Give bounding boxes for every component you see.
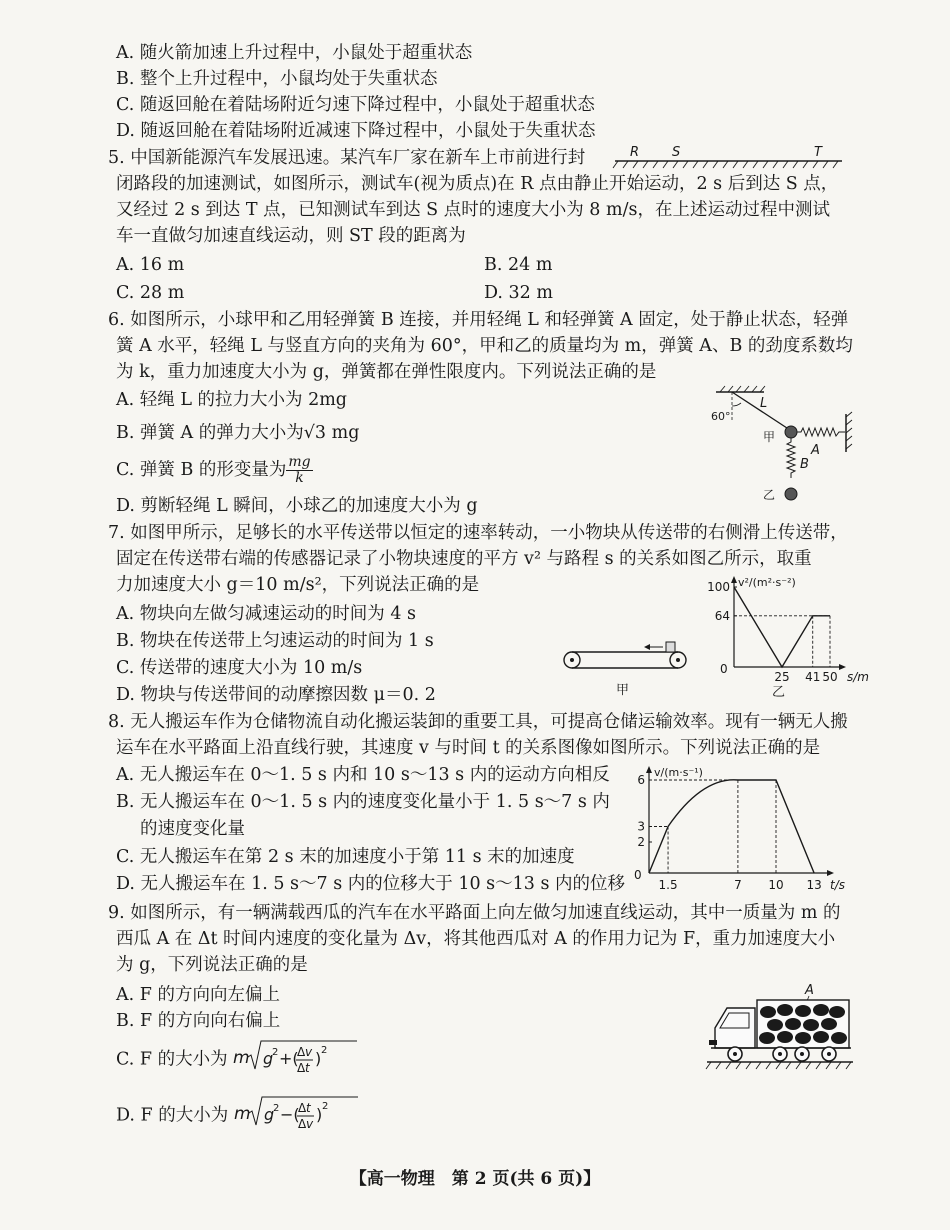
svg-text:Δ: Δ: [297, 1101, 307, 1115]
fig-yi-caption: 乙: [772, 685, 786, 700]
svg-text:2: 2: [272, 1103, 280, 1114]
arrow-left-icon: [644, 644, 650, 650]
q9-option-d-formula: [234, 1093, 359, 1133]
svg-text:2: 2: [272, 1047, 279, 1058]
y-tick-label: 100: [707, 580, 730, 594]
q6-option-b: B. 弹簧 A 的弹力大小为√3 mg: [116, 423, 360, 443]
block-icon: [666, 642, 675, 652]
rope-label: L: [760, 396, 768, 411]
q7-v2-s-chart: [700, 572, 880, 700]
series-line: [734, 587, 830, 667]
q8-option-b-cont: 的速度变化量: [140, 819, 245, 839]
spring-a-label: A: [811, 443, 820, 458]
road-label-s: S: [672, 145, 681, 160]
ball-jia-label: 甲: [763, 430, 776, 444]
q6-spring-figure: [710, 384, 860, 504]
x-tick-label: 13: [806, 878, 822, 892]
q5-option-a: A. 16 m: [116, 255, 185, 275]
q4-option-a: A. 随火箭加速上升过程中，小鼠处于超重状态: [116, 43, 473, 63]
x-tick-label: 25: [774, 670, 790, 684]
svg-text:m: m: [233, 1104, 251, 1124]
q8-stem-line-2: 运车在水平路面上沿直线行驶，其速度 v 与时间 t 的关系图像如图所示。下列说法正确的是: [116, 738, 821, 758]
ball-jia: [785, 426, 797, 438]
fraction-denominator: k: [295, 470, 304, 486]
q4-option-d: D. 随返回舱在着陆场附近减速下降过程中，小鼠处于失重状态: [116, 121, 596, 141]
q8-option-a: A. 无人搬运车在 0～1. 5 s 内和 10 s～13 s 内的运动方向相反: [116, 765, 610, 785]
svg-text:v: v: [305, 1117, 313, 1131]
q9-option-b: B. F 的方向向右偏上: [116, 1011, 281, 1031]
q5-stem-line-4: 车一直做匀加速直线运动，则 ST 段的距离为: [116, 226, 466, 246]
y-tick-label: 2: [637, 835, 645, 849]
road-label-r: R: [630, 145, 640, 160]
q7-conveyor-figure: [560, 638, 690, 702]
svg-text:+(: +(: [279, 1049, 299, 1068]
q5-stem-line-2: 闭路段的加速测试，如图所示，测试车(视为质点)在 R 点由静止开始运动，2 s 后到达 S 点，: [116, 174, 839, 194]
watermelon-a-label: A: [805, 983, 814, 998]
q4-option-b: B. 整个上升过程中，小鼠均处于失重状态: [116, 69, 438, 89]
svg-text:t: t: [305, 1101, 311, 1115]
x-tick-label: 41: [805, 670, 821, 684]
svg-text:t: t: [305, 1061, 310, 1075]
q9-stem-line-2: 西瓜 A 在 Δt 时间内速度的变化量为 Δv，将其他西瓜对 A 的作用力记为 F，重力加速度大小: [116, 929, 836, 949]
x-tick-label: 7: [734, 878, 742, 892]
svg-text:2: 2: [321, 1045, 328, 1056]
page-footer: 【高一物理 第 2 页(共 6 页)】: [349, 1169, 601, 1189]
x-axis-label: t/s: [830, 878, 845, 892]
q8-stem-line-1: 8. 无人搬运车作为仓储物流自动化搬运装卸的重要工具，可提高仓储运输效率。现有一辆无人搬: [108, 712, 848, 732]
q9-option-d: [116, 1096, 359, 1136]
q8-option-b: B. 无人搬运车在 0～1. 5 s 内的速度变化量小于 1. 5 s～7 s 内: [116, 792, 610, 812]
ball-yi: [785, 488, 797, 500]
q9-option-d-prefix: D. F 的大小为: [116, 1105, 229, 1126]
q6-option-c-fraction: [286, 455, 312, 486]
q9-option-a: A. F 的方向向左偏上: [116, 985, 280, 1005]
q7-option-b: B. 物块在传送带上匀速运动的时间为 1 s: [116, 631, 434, 651]
origin-label: 0: [634, 868, 642, 882]
angle-label: 60°: [711, 410, 731, 423]
svg-text:): ): [315, 1105, 323, 1124]
origin-label: 0: [720, 662, 728, 676]
q9-option-c-prefix: C. F 的大小为: [116, 1049, 228, 1070]
q6-option-a: A. 轻绳 L 的拉力大小为 2mg: [116, 390, 348, 410]
fig-jia-caption: 甲: [616, 683, 630, 698]
q9-option-c: [116, 1040, 358, 1080]
x-axis-label: s/m: [847, 670, 869, 684]
q4-option-c: C. 随返回舱在着陆场附近匀速下降过程中，小鼠处于超重状态: [116, 95, 595, 115]
q9-truck-figure: [705, 982, 855, 1074]
q6-option-c: [116, 455, 313, 486]
q9-stem-line-3: 为 g，下列说法正确的是: [116, 955, 308, 975]
road-label-t: T: [814, 145, 822, 160]
q6-option-c-prefix: C. 弹簧 B 的形变量为: [116, 460, 287, 480]
svg-text:Δ: Δ: [297, 1061, 306, 1075]
q5-option-c: C. 28 m: [116, 283, 185, 303]
q7-option-d: D. 物块与传送带间的动摩擦因数 μ＝0. 2: [116, 685, 436, 705]
q6-stem-line-1: 6. 如图所示，小球甲和乙用轻弹簧 B 连接，并用轻绳 L 和轻弹簧 A 固定，处于静止状态，轻弹: [108, 310, 849, 330]
svg-text:Δ: Δ: [297, 1045, 306, 1059]
svg-text:g: g: [263, 1049, 274, 1068]
q8-option-c: C. 无人搬运车在第 2 s 末的加速度小于第 11 s 末的加速度: [116, 847, 575, 867]
q5-option-d: D. 32 m: [484, 283, 553, 303]
svg-text:2: 2: [321, 1101, 329, 1112]
q8-option-d: D. 无人搬运车在 1. 5 s～7 s 内的位移大于 10 s～13 s 内的位移: [116, 874, 626, 894]
svg-text:v: v: [305, 1045, 313, 1059]
q9-option-c-formula: [233, 1037, 358, 1077]
svg-text:Δ: Δ: [297, 1117, 307, 1131]
y-axis-label: v²/(m²·s⁻²): [738, 576, 796, 589]
q5-stem-line-1: 5. 中国新能源汽车发展迅速。某汽车厂家在新车上市前进行封: [108, 148, 586, 168]
q5-option-b: B. 24 m: [484, 255, 553, 275]
q8-v-t-chart: [624, 763, 856, 893]
y-axis-label: v/(m·s⁻¹): [654, 766, 703, 779]
svg-text:−(: −(: [279, 1105, 300, 1124]
q7-stem-line-3: 力加速度大小 g＝10 m/s²，下列说法正确的是: [116, 575, 480, 595]
q6-stem-line-2: 簧 A 水平，轻绳 L 与竖直方向的夹角为 60°，甲和乙的质量均为 m，弹簧 A、B 的劲度系数均: [116, 336, 853, 356]
x-tick-label: 50: [822, 670, 838, 684]
y-tick-label: 6: [637, 773, 645, 787]
series-line: [649, 780, 814, 873]
fraction-numerator: mg: [288, 454, 311, 470]
y-tick-label: 64: [714, 608, 730, 623]
y-tick-label: 3: [637, 819, 645, 834]
spring-b-label: B: [800, 457, 809, 472]
x-tick-label: 1.5: [658, 878, 678, 892]
ball-yi-label: 乙: [763, 488, 776, 502]
svg-text:m: m: [233, 1048, 250, 1068]
q9-stem-line-1: 9. 如图所示，有一辆满载西瓜的汽车在水平路面上向左做匀加速直线运动，其中一质量为 m 的: [108, 903, 841, 923]
q7-option-a: A. 物块向左做匀减速运动的时间为 4 s: [116, 604, 417, 624]
x-tick-label: 10: [768, 878, 784, 892]
svg-text:g: g: [263, 1105, 274, 1124]
q5-stem-line-3: 又经过 2 s 到达 T 点，已知测试车到达 S 点时的速度大小为 8 m/s，在上述运动过程中测试: [116, 200, 830, 220]
q6-stem-line-3: 为 k，重力加速度大小为 g，弹簧都在弹性限度内。下列说法正确的是: [116, 362, 657, 382]
q5-road-figure: [610, 144, 850, 170]
q6-option-d: D. 剪断轻绳 L 瞬间，小球乙的加速度大小为 g: [116, 496, 478, 516]
q7-option-c: C. 传送带的速度大小为 10 m/s: [116, 658, 363, 678]
q7-stem-line-2: 固定在传送带右端的传感器记录了小物块速度的平方 v² 与路程 s 的关系如图乙所示，取重: [116, 549, 812, 569]
q7-stem-line-1: 7. 如图甲所示，足够长的水平传送带以恒定的速率转动，一小物块从传送带的右侧滑上传送带，: [108, 523, 848, 543]
svg-text:): ): [315, 1049, 322, 1068]
